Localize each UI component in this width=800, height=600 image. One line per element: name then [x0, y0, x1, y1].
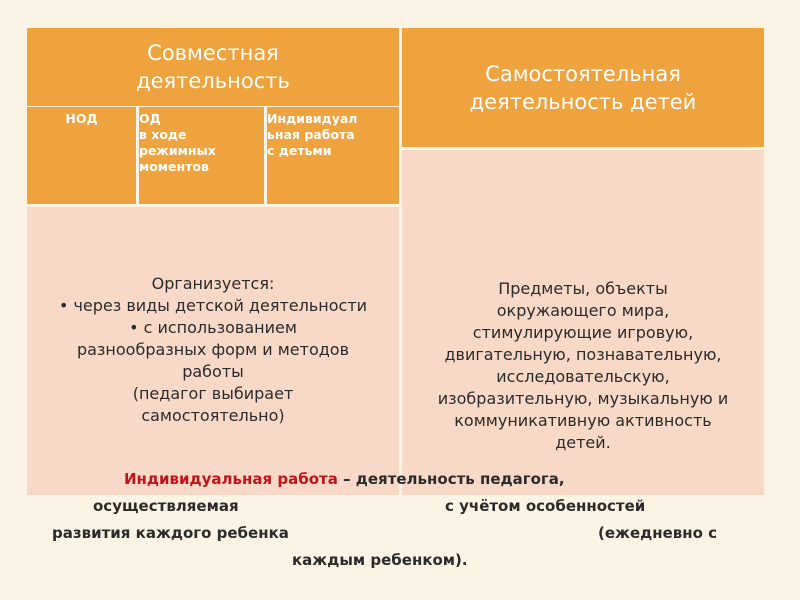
caption-line-2-right: с учётом особенностей: [445, 497, 646, 515]
subheader-od-line4: моментов: [139, 159, 209, 174]
subheader-individual-line1: Индивидуал: [267, 111, 358, 126]
independent-activity-text: [438, 278, 729, 454]
note-line: самостоятельно): [141, 406, 285, 425]
caption-line-3-left: развития каждого ребенка: [52, 524, 289, 542]
body-line: стимулирующие игровую,: [472, 323, 694, 342]
joint-activity-text: [59, 273, 367, 427]
list-item-continued: разнообразных форм и методов: [76, 340, 350, 359]
subheader-nod: [27, 107, 136, 204]
independent-activity-header: [402, 28, 764, 147]
joint-activity-header: [27, 28, 399, 106]
body-line: Предметы, объекты: [498, 279, 668, 298]
body-line: окружающего мира,: [496, 301, 670, 320]
caption-line-3-right: (ежедневно с: [598, 524, 718, 542]
subheader-nod-label: НОД: [65, 111, 98, 126]
organized-label: Организуется:: [151, 274, 275, 293]
body-line: детей.: [555, 433, 611, 452]
joint-header-line2: деятельность: [136, 69, 290, 93]
independent-header-line2: деятельность детей: [469, 89, 697, 114]
joint-header-line1: Совместная: [147, 41, 279, 65]
caption-term: Индивидуальная работа: [124, 470, 338, 488]
body-line: изобразительную, музыкальную и: [437, 389, 729, 408]
subheader-od: [139, 107, 264, 204]
caption-line-1: [124, 466, 565, 493]
subheader-individual-line3: с детьми: [267, 143, 332, 158]
subheader-od-line1: ОД: [139, 111, 161, 126]
caption-line1-rest: – деятельность педагога,: [337, 470, 565, 488]
subheader-od-line2: в ходе: [139, 127, 187, 142]
caption-line-2-left: осуществляемая: [93, 497, 239, 515]
list-item: • через виды детской деятельности: [58, 296, 368, 315]
body-line: исследовательскую,: [496, 367, 670, 386]
independent-header-line1: Самостоятельная: [485, 61, 681, 86]
independent-activity-body: [402, 150, 764, 495]
list-item: • с использованием: [129, 318, 297, 337]
caption-line-4: каждым ребенком).: [292, 551, 468, 569]
body-line: двигательную, познавательную,: [444, 345, 722, 364]
subheader-individual-line2: ьная работа: [267, 127, 355, 142]
joint-activity-body: [27, 207, 399, 495]
subheader-individual: [267, 107, 399, 204]
subheader-od-line3: режимных: [139, 143, 216, 158]
note-line: (педагог выбирает: [132, 384, 294, 403]
body-line: коммуникативную активность: [454, 411, 712, 430]
list-item-continued: работы: [182, 362, 244, 381]
